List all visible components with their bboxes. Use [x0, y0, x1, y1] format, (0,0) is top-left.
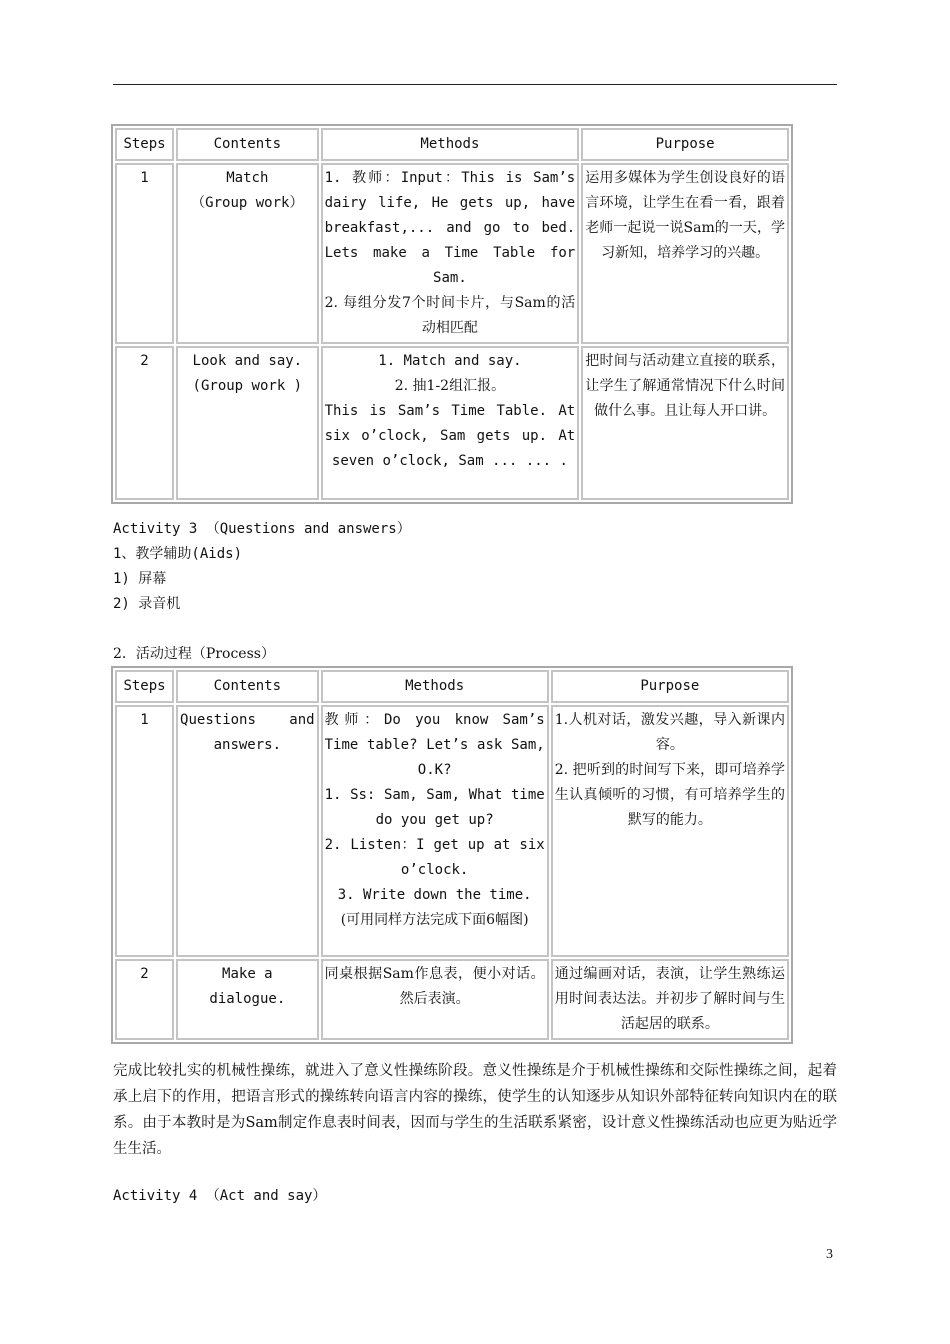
contents-line: Match	[226, 170, 269, 186]
methods-line: 2. Listen：I get up at six o’clock.	[324, 837, 545, 878]
methods-line: 2. 每组分发7个时间卡片，与Sam的活动相匹配	[324, 295, 576, 336]
header-purpose: Purpose	[581, 128, 789, 161]
aids-item: 1) 屏幕	[113, 571, 167, 587]
aids-title: 1、教学辅助(Aids)	[113, 546, 243, 562]
methods-line: 1. Ss: Sam, Sam, What time do you get up?	[324, 787, 545, 828]
header-contents: Contents	[176, 670, 319, 703]
step-number: 1	[115, 163, 174, 344]
activity-3-title: Activity 3 （Questions and answers）	[113, 521, 411, 537]
step-number: 2	[115, 346, 174, 500]
methods-line: (可用同样方法完成下面6幅图)	[340, 912, 529, 928]
step-number: 2	[115, 959, 174, 1040]
step-purpose: 通过编画对话，表演，让学生熟练运用时间表达法。并初步了解时间与生活起居的联系。	[551, 959, 789, 1040]
methods-line: 3. Write down the time.	[337, 887, 532, 903]
methods-line: 2. 抽1-2组汇报。	[394, 378, 506, 394]
contents-line: （Group work）	[191, 195, 304, 211]
step-methods	[321, 705, 549, 957]
step-contents	[176, 346, 319, 500]
step-contents: Questions and answers.	[176, 705, 319, 957]
step-contents: Make a dialogue.	[176, 959, 319, 1040]
header-steps: Steps	[115, 670, 174, 703]
header-purpose: Purpose	[551, 670, 789, 703]
page-number: 3	[826, 1247, 833, 1262]
header-methods: Methods	[321, 128, 580, 161]
step-contents	[176, 163, 319, 344]
step-methods	[321, 346, 580, 500]
methods-line: 教师：Do you know Sam’s Time table? Let’s ask Sam, O.K?	[324, 712, 545, 778]
header-steps: Steps	[115, 128, 174, 161]
table-row	[115, 163, 789, 344]
table-row	[115, 346, 789, 500]
step-methods	[321, 163, 580, 344]
step-methods: 同桌根据Sam作息表，便小对话。然后表演。	[321, 959, 549, 1040]
methods-line: 1. Match and say.	[378, 353, 522, 369]
process-title: 2．活动过程（Process）	[113, 646, 275, 662]
body-paragraph: 完成比较扎实的机械性操练，就进入了意义性操练阶段。意义性操练是介于机械性操练和交际性操练之间，起着承上启下的作用，把语言形式的操练转向语言内容的操练，使学生的认知逐步从知识外部特征转向知识内在的联系。由于本教时是为Sam制定作息表时间表，因而与学生的生活联系紧密，设计意义性操练活动也应更为贴近学生生活。	[113, 1063, 837, 1157]
table-header-row	[115, 670, 789, 703]
table-header-row	[115, 128, 789, 161]
methods-line: This is Sam’s Time Table. At six o’clock, Sam gets up. At seven o’clock, Sam ... ... .	[324, 403, 576, 469]
purpose-line: 1.人机对话，激发兴趣，导入新课内容。	[554, 712, 785, 753]
aids-item: 2) 录音机	[113, 596, 181, 612]
step-purpose: 把时间与活动建立直接的联系，让学生了解通常情况下什么时间做什么事。且让每人开口讲。	[581, 346, 789, 500]
step-purpose	[551, 705, 789, 957]
methods-line: 1. 教师：Input：This is Sam’s dairy life, He gets up, have breakfast,... and go to bed. Lets make a Time Table for Sam.	[324, 170, 576, 286]
header-rule	[113, 84, 837, 85]
contents-line: Look and say.	[192, 353, 303, 369]
contents-line: (Group work )	[192, 378, 303, 394]
step-purpose: 运用多媒体为学生创设良好的语言环境，让学生在看一看，跟着老师一起说一说Sam的一天，学习新知，培养学习的兴趣。	[581, 163, 789, 344]
step-number: 1	[115, 705, 174, 957]
header-contents: Contents	[176, 128, 319, 161]
activity-table-1	[111, 124, 793, 504]
header-methods: Methods	[321, 670, 549, 703]
table-row	[115, 705, 789, 957]
purpose-line: 2. 把听到的时间写下来，即可培养学生认真倾听的习惯，有可培养学生的默写的能力。	[554, 762, 785, 828]
activity-table-2	[111, 666, 793, 1044]
table-row	[115, 959, 789, 1040]
activity-4-title: Activity 4 （Act and say）	[113, 1188, 327, 1204]
